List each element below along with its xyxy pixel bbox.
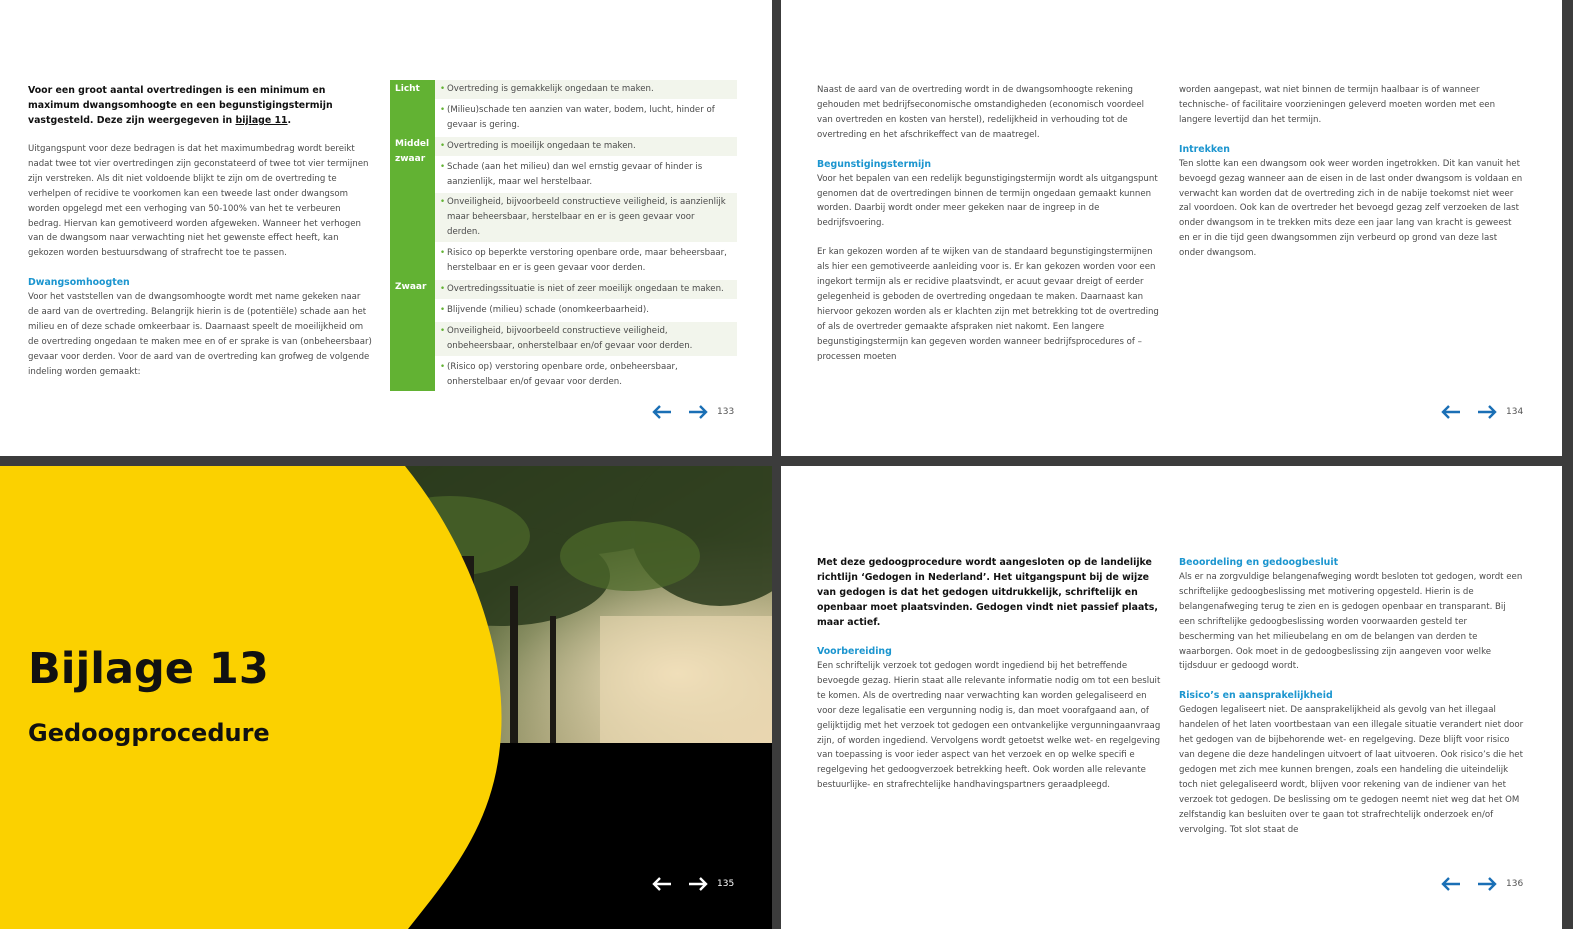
page-136 [781, 466, 1562, 929]
page-nav-133 [651, 404, 734, 420]
section-heading-begunstigingstermijn: Begunstigingstermijn [817, 158, 932, 170]
prev-page-arrow-icon[interactable] [651, 404, 673, 420]
severity-table [390, 80, 737, 391]
next-page-arrow-icon[interactable] [687, 876, 709, 892]
lead-text: Voor een groot aantal overtredingen is een minimum en maximum dwangsomhoogte en een begunstigingstermijn vastgesteld. Deze zijn weergegeven in [28, 85, 333, 126]
page-number: 133 [717, 407, 735, 417]
page-134 [781, 0, 1562, 456]
severity-item: • Overtreding is moeilijk ongedaan te maken. [435, 137, 737, 156]
severity-items [435, 135, 737, 278]
intro-paragraph: Uitgangspunt voor deze bedragen is dat het maximumbedrag wordt bereikt nadat twee tot vier overtredingen zijn geconstateerd of twee tot vier termijnen zijn verstreken. Als dit niet voldoende blijkt te zijn om de overtreding te verhelpen of recidive te voorkomen kan een tweede last onder dwangsom worden opgelegd met een verhoging van 50-100% van het te verbeuren bedrag. Hiervan kan gemotiveerd worden afgeweken. Wanneer het verhogen van de dwangsom naar verwachting niet het gewenste effect heeft, kan gekozen worden bestuursdwang of strafrecht toe te passen. [28, 144, 369, 259]
severity-label: Licht [390, 80, 435, 135]
right-column [1179, 83, 1524, 261]
prev-page-arrow-icon[interactable] [1440, 876, 1462, 892]
appendix-title: Bijlage 13 [28, 644, 269, 694]
severity-item: • Onveiligheid, bijvoorbeeld constructieve veiligheid, is aanzienlijk maar beheersbaar, herstelbaar en er is geen gevaar voor derden. [435, 191, 737, 242]
section-heading-voorbereiding: Voorbereiding [817, 646, 892, 657]
page-number: 135 [717, 879, 735, 889]
severity-item: • Risico op beperkte verstoring openbare orde, maar beheersbaar, herstelbaar en er is geen gevaar voor derden. [435, 242, 737, 278]
lead-end: . [287, 115, 292, 126]
section-heading-beoordeling: Beoordeling en gedoogbesluit [1179, 557, 1339, 568]
severity-item: • (Milieu)schade ten aanzien van water, bodem, lucht, hinder of gevaar is gering. [435, 99, 737, 135]
continuation-paragraph: worden aangepast, wat niet binnen de termijn haalbaar is of wanneer technische- of facilitaire voorzieningen geleverd moeten worden met een langere levertijd dan het termijn. [1179, 85, 1496, 125]
section-heading-dwangsomhoogten: Dwangsomhoogten [28, 277, 130, 289]
intrekken-paragraph: Ten slotte kan een dwangsom ook weer worden ingetrokken. Dit kan vanuit het bevoegd gezag wanneer aan de eisen in de last onder dwangsom is voldaan en verwacht kan worden dat de overtreding zich in de nabije toekomst niet weer zal voordoen. Ook kan de overtreder het bevoegd gezag zelf verzoeken de last onder dwangsom in te trekken mits deze een jaar lang van kracht is geweest en er in die tijd geen dwangsommen zijn verbeurd op grond van deze last onder dwangsom. [1179, 158, 1523, 259]
severity-item: • Overtreding is gemakkelijk ongedaan te maken. [435, 80, 737, 99]
page-nav-134 [1440, 404, 1523, 420]
context-paragraph: Naast de aard van de overtreding wordt in de dwangsomhoogte rekening gehouden met bedrijfseconomische omstandigheden (economisch voordeel van overtreden en kosten van herstel), redelijkheid in verhouding tot de overtreding en het afschrikeffect van de maatregel. [817, 85, 1144, 140]
risicos-paragraph: Gedogen legaliseert niet. De aansprakelijkheid als gevolg van het illegaal handelen of het laten voortbestaan van een illegale situatie verandert niet door het gedogen van de bijbehorende wet- en regelgeving. Deze blijft voor risico van degene die deze handelingen uitvoert of laat uitvoeren. Ook risico’s die het gedogen met zich mee kunnen brengen, zoals een handeling die uiteindelijk toch niet gelegaliseerd wordt, blijven voor rekening van de indiener van het verzoek tot gedogen. De beslissing om te gedogen neemt niet weg dat het OM zelfstandig kan besluiten over te gaan tot strafrechtelijk onderzoek en/of vervolging. Tot slot staat de [1179, 705, 1524, 835]
severity-items [435, 278, 737, 391]
page-number: 136 [1506, 879, 1524, 889]
severity-item: • Onveiligheid, bijvoorbeeld constructieve veiligheid, onbeheersbaar, onherstelbaar en/of gevaar voor derden. [435, 320, 737, 356]
dwangsomhoogten-paragraph: Voor het vaststellen van de dwangsomhoogte wordt met name gekeken naar de aard van de overtreding. Belangrijk hierin is de (potentiële) schade aan het milieu en of deze schade omkeerbaar is. Daarnaast speelt de moeilijkheid om de overtreding ongedaan te maken mee en of er sprake is van (onbeheersbaar) gevaar voor derden. Voor de aard van de overtreding kan grofweg de volgende indeling worden gemaakt: [28, 292, 372, 377]
lead-paragraph [28, 83, 373, 128]
page-nav-136 [1440, 876, 1523, 892]
left-column [28, 83, 373, 380]
page-nav-135 [651, 876, 734, 892]
beoordeling-paragraph: Als er na zorgvuldige belangenafweging wordt besloten tot gedogen, wordt een schriftelijke gedoogbeslissing met motivering opgesteld. Hierin is de belangenafweging terug te zien en is gedogen openbaar en transparant. Bij een schriftelijke gedoogbeslissing worden voorwaarden gesteld ter bescherming van het milieubelang en om de belangen van derden te waarborgen. Ook moet in de gedoogbeslissing zijn aangeven voor welke tijdsduur er gedoogd wordt. [1179, 572, 1523, 672]
prev-page-arrow-icon[interactable] [1440, 404, 1462, 420]
severity-label: Middel zwaar [390, 135, 435, 278]
section-heading-intrekken: Intrekken [1179, 143, 1230, 155]
afwijken-paragraph: Er kan gekozen worden af te wijken van de standaard begunstigingstermijnen als hier een gemotiveerde aanleiding voor is. Er kan gekozen worden voor een ingekort termijn als er recidive plaatsvindt, er acuut gevaar dreigt of eerder gelegenheid is geboden de overtreding ongedaan te maken. Daarnaast kan hiervoor gekozen worden als er klachten zijn met betrekking tot de overtreding of als de overtreder gemaakte afspraken niet nakomt. Een langere begunstigingstermijn kan gegeven worden wanneer bedrijfsprocedures of –processen moeten [817, 247, 1159, 362]
severity-items [435, 80, 737, 135]
voorbereiding-paragraph: Een schriftelijk verzoek tot gedogen wordt ingediend bij het betreffende bevoegde gezag. Hierin staat alle relevante informatie nodig om tot een besluit te komen. Als de overtreding naar verwachting kan worden gelegaliseerd en voor deze legalisatie een vergunning nodig is, dan moet voorafgaand aan, of gelijktijdig met het verzoek tot gedogen een ontvankelijke vergunningaanvraag zijn, of worden ingediend. Vervolgens wordt getoetst welke wet- en regelgeving van toepassing is voor ieder aspect van het verzoek en op welke specifi e regelgeving het gedoogverzoek betrekking heeft. Ook worden alle relevante bestuurlijke- en strafrechtelijke handhavingspartners geraadpleegd. [817, 661, 1161, 791]
left-column [817, 555, 1162, 793]
yellow-title-panel [0, 466, 772, 929]
lead-paragraph: Met deze gedoogprocedure wordt aangesloten op de landelijke richtlijn ‘Gedogen in Nederland’. Het uitgangspunt bij de wijze van gedogen is dat het gedogen uitdrukkelijk, schriftelijk en openbaar moet plaatsvinden. Gedogen vindt niet passief plaats, maar actief. [817, 557, 1158, 628]
severity-item: • Blijvende (milieu) schade (onomkeerbaarheid). [435, 299, 737, 320]
next-page-arrow-icon[interactable] [687, 404, 709, 420]
right-column [1179, 555, 1524, 838]
severity-item: • (Risico op) verstoring openbare orde, onbeheersbaar, onherstelbaar en/of gevaar voor derden. [435, 356, 737, 392]
severity-item: • Schade (aan het milieu) dan wel ernstig gevaar of hinder is aanzienlijk, maar wel herstelbaar. [435, 156, 737, 192]
next-page-arrow-icon[interactable] [1476, 876, 1498, 892]
bijlage-11-link[interactable]: bijlage 11 [235, 115, 288, 126]
severity-group [390, 135, 737, 278]
page-number: 134 [1506, 407, 1524, 417]
next-page-arrow-icon[interactable] [1476, 404, 1498, 420]
section-heading-risicos: Risico’s en aansprakelijkheid [1179, 690, 1333, 702]
severity-group [390, 278, 737, 391]
left-column [817, 83, 1162, 365]
severity-group [390, 80, 737, 135]
begunstigingstermijn-paragraph: Voor het bepalen van een redelijk begunstigingstermijn wordt als uitgangspunt genomen dat de overtredingen binnen de termijn ongedaan gemaakt kunnen worden. Daarbij wordt onder meer gekeken naar de ingreep in de bedrijfsvoering. [817, 173, 1158, 229]
page-133 [0, 0, 772, 456]
page-135 [0, 466, 772, 929]
severity-item: • Overtredingssituatie is niet of zeer moeilijk ongedaan te maken. [435, 280, 737, 299]
prev-page-arrow-icon[interactable] [651, 876, 673, 892]
severity-label: Zwaar [390, 278, 435, 391]
appendix-subtitle: Gedoogprocedure [28, 719, 270, 747]
